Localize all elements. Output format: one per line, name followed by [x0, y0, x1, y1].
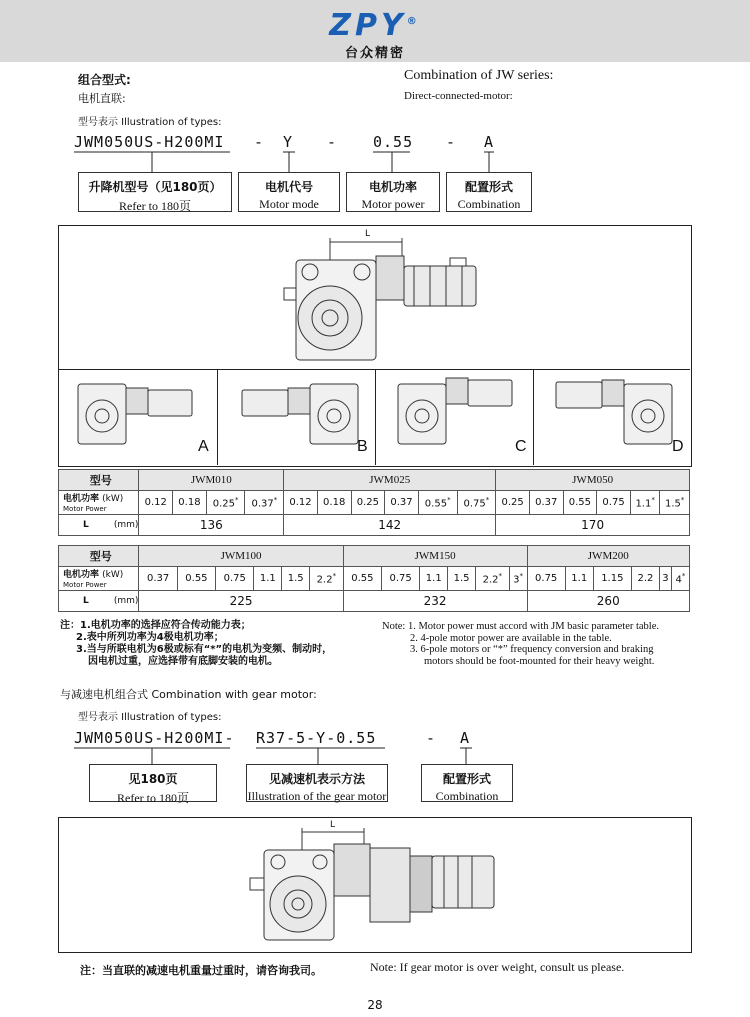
model-name: JWM010: [139, 470, 284, 491]
power-cell: 1.1: [254, 567, 282, 591]
spec-table-2: [58, 545, 690, 612]
power-cell: 0.25*: [206, 491, 245, 515]
model-header: 型号: [59, 470, 139, 491]
model-name: JWM100: [139, 546, 343, 567]
model-name: JWM200: [527, 546, 689, 567]
power-cell: 1.5: [282, 567, 310, 591]
power-cell: 0.75: [527, 567, 565, 591]
power-cell: 0.25: [351, 491, 385, 515]
type-code-dash: -: [327, 133, 338, 151]
variant-label-d: D: [672, 438, 684, 455]
variant-d-drawing: [538, 374, 688, 460]
power-cell: 0.18: [173, 491, 207, 515]
type-code-gear: R37-5-Y-0.55: [256, 729, 377, 747]
length-cell: 136: [139, 515, 284, 536]
power-cell: 0.55: [343, 567, 381, 591]
power-cell: 0.12: [139, 491, 173, 515]
power-cell: 1.15: [593, 567, 631, 591]
power-cell: 0.18: [317, 491, 351, 515]
gear-motor-drawing: [240, 820, 520, 948]
model-name: JWM025: [284, 470, 496, 491]
page-number: 28: [367, 998, 383, 1012]
notes-en: Note: 1. Motor power must accord with JM basic parameter table. 2. 4-pole motor power are available in the table. 3. 6-pole motors or “*” frequency conversion and braking motors should be foot-mounted for their heavy weight.: [382, 621, 660, 667]
power-cell: 0.37: [529, 491, 563, 515]
power-cell: 0.37: [139, 567, 177, 591]
variant-a-drawing: [64, 374, 214, 460]
section2-types-label: 型号表示 Illustration of types:: [78, 712, 222, 723]
code-box-model: 见180页 Refer to 180页: [89, 764, 217, 802]
variant-label-b: B: [357, 438, 368, 455]
power-cell: 0.75: [597, 491, 631, 515]
power-cell: 0.55*: [418, 491, 457, 515]
dim-label-l: L: [365, 229, 371, 239]
power-cell: 0.25: [496, 491, 530, 515]
variant-divider: [217, 369, 218, 465]
variant-label-c: C: [515, 438, 527, 455]
power-cell: 0.37*: [245, 491, 284, 515]
type-code-dash: -: [446, 133, 457, 151]
power-cell: 2.2*: [310, 567, 344, 591]
type-code-config: A: [484, 133, 495, 151]
footer-note-cn: 注：当直联的减速电机重量过重时，请咨询我司。: [80, 964, 322, 977]
type-code-model: JWM050US-H200MI-: [74, 729, 235, 747]
section2-title: 与减速电机组合式 Combination with gear motor:: [60, 688, 317, 701]
brand-name-cn: 台众精密: [344, 46, 405, 61]
section1-title-cn: 组合型式:: [78, 73, 131, 87]
power-cell: 1.1: [420, 567, 448, 591]
spec-table-1: [58, 469, 690, 536]
footer-note-en: Note: If gear motor is over weight, consult us please.: [370, 960, 625, 974]
code-box-motor: 电机代号 Motor mode: [238, 172, 340, 212]
notes-cn: 注：1.电机功率的选择应符合传动能力表； 2.表中所列功率为4极电机功率； 3.当与所联电机为6极或标有“*”的电机为变频、制动时， 因电机过重，应选择带有底脚安装的电机。: [60, 620, 333, 667]
power-cell: 3*: [509, 567, 527, 591]
variant-divider: [533, 369, 534, 465]
model-header: 型号: [59, 546, 139, 567]
section1-types-label: 型号表示 Illustration of types:: [78, 117, 222, 128]
power-cell: 0.75*: [457, 491, 496, 515]
brand-logo: ZPY®: [329, 8, 421, 43]
variant-b-drawing: [222, 374, 372, 460]
power-cell: 1.1*: [630, 491, 660, 515]
type-code-model: JWM050US-H200MI: [74, 133, 225, 151]
code-box-config: 配置形式 Combination: [446, 172, 532, 212]
variant-label-a: A: [198, 438, 209, 455]
power-cell: 3: [659, 567, 671, 591]
code-box-power: 电机功率 Motor power: [346, 172, 440, 212]
power-cell: 0.55: [177, 567, 215, 591]
code-box-config: 配置形式 Combination: [421, 764, 513, 802]
dim-label-l: L: [330, 820, 336, 830]
length-cell: 225: [139, 591, 343, 612]
code-box-model: 升降机型号（见180页） Refer to 180页: [78, 172, 232, 212]
power-cell: 0.12: [284, 491, 318, 515]
power-cell: 1.1: [565, 567, 593, 591]
length-row-header: L (mm): [59, 591, 139, 612]
model-name: JWM150: [343, 546, 527, 567]
length-cell: 260: [527, 591, 689, 612]
variant-divider: [375, 369, 376, 465]
length-cell: 170: [496, 515, 690, 536]
power-row-header: 电机功率 (kW) Motor Power: [59, 491, 139, 515]
power-cell: 0.75: [382, 567, 420, 591]
length-cell: 232: [343, 591, 527, 612]
section1-subtitle-cn: 电机直联:: [78, 92, 126, 105]
power-row-header: 电机功率 (kW) Motor Power: [59, 567, 139, 591]
type-code-dash: -: [426, 729, 437, 747]
power-cell: 4*: [671, 567, 689, 591]
power-cell: 1.5: [448, 567, 476, 591]
section1-title-en: Combination of JW series:: [404, 68, 554, 83]
length-row-header: L (mm): [59, 515, 139, 536]
type-code-config: A: [460, 729, 471, 747]
type-code-dash: -: [254, 133, 265, 151]
power-cell: 0.55: [563, 491, 597, 515]
length-cell: 142: [284, 515, 496, 536]
model-name: JWM050: [496, 470, 690, 491]
power-cell: 0.37: [385, 491, 419, 515]
main-assembly-drawing: [280, 228, 500, 368]
power-cell: 2.2*: [476, 567, 510, 591]
section1-subtitle-en: Direct-connected-motor:: [404, 90, 513, 102]
variant-c-drawing: [380, 374, 530, 460]
power-cell: 1.5*: [660, 491, 690, 515]
power-cell: 0.75: [216, 567, 254, 591]
type-code-motor: Y: [283, 133, 294, 151]
power-cell: 2.2: [631, 567, 659, 591]
code-box-gear: 见减速机表示方法 Illustration of the gear motor: [246, 764, 388, 802]
type-code-power: 0.55: [373, 133, 414, 151]
